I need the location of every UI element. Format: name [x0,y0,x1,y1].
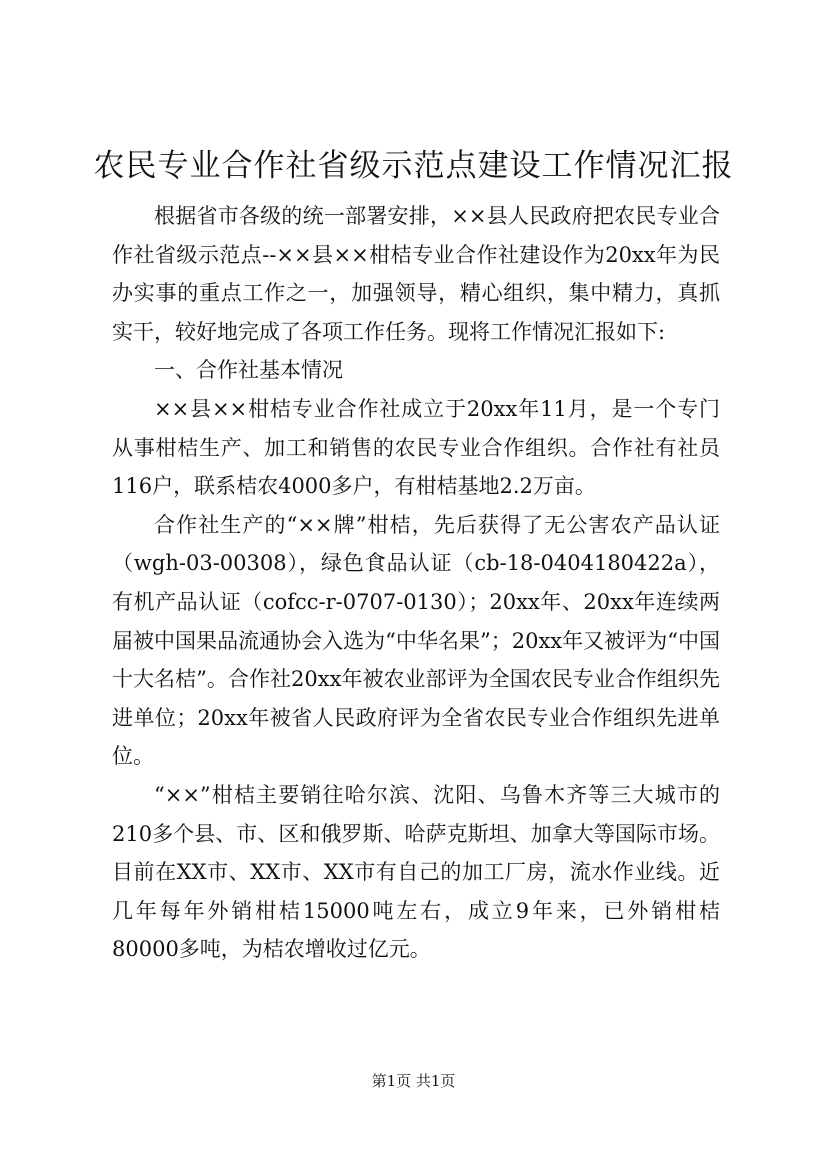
paragraph-basic-info: ××县××柑桔专业合作社成立于20xx年11月，是一个专门从事柑桔生产、加工和销售的农民专业合作组织。合作社有社员116户，联系桔农4000多户，有柑桔基地2.2万亩。 [112,396,720,499]
section-heading: 一、合作社基本情况 [154,358,343,383]
paragraph-sales: “××”柑桔主要销往哈尔滨、沈阳、乌鲁木齐等三大城市的210多个县、市、区和俄罗斯、哈萨克斯坦、加拿大等国际市场。目前在XX市、XX市、XX市有自己的加工厂房，流水作业线。近几年每年外销柑桔15000吨左右，成立9年来，已外销柑桔80000多吨，为桔农增收过亿元。 [112,782,720,962]
document-body [112,197,720,969]
paragraph-intro: 根据省市各级的统一部署安排，××县人民政府把农民专业合作社省级示范点--××县××柑桔专业合作社建设作为20xx年为民办实事的重点工作之一，加强领导，精心组织，集中精力，真抓实干，较好地完成了各项工作任务。现将工作情况汇报如下: [112,204,720,344]
paragraph-certifications: 合作社生产的“××牌”柑桔，先后获得了无公害农产品认证（wgh-03-00308），绿色食品认证（cb-18-0404180422a），有机产品认证（cofcc-r-0707-0130）；20xx年、20xx年连续两届被中国果品流通协会入选为“中华名果”；20xx年又被评为“中国十大名桔”。合作社20xx年被农业部评为全国农民专业合作组织先进单位；20xx年被省人民政府评为全省农民专业合作组织先进单位。 [112,512,720,769]
document-title: 农民专业合作社省级示范点建设工作情况汇报 [93,148,734,184]
page-footer: 第1页 共1页 [371,1072,456,1090]
